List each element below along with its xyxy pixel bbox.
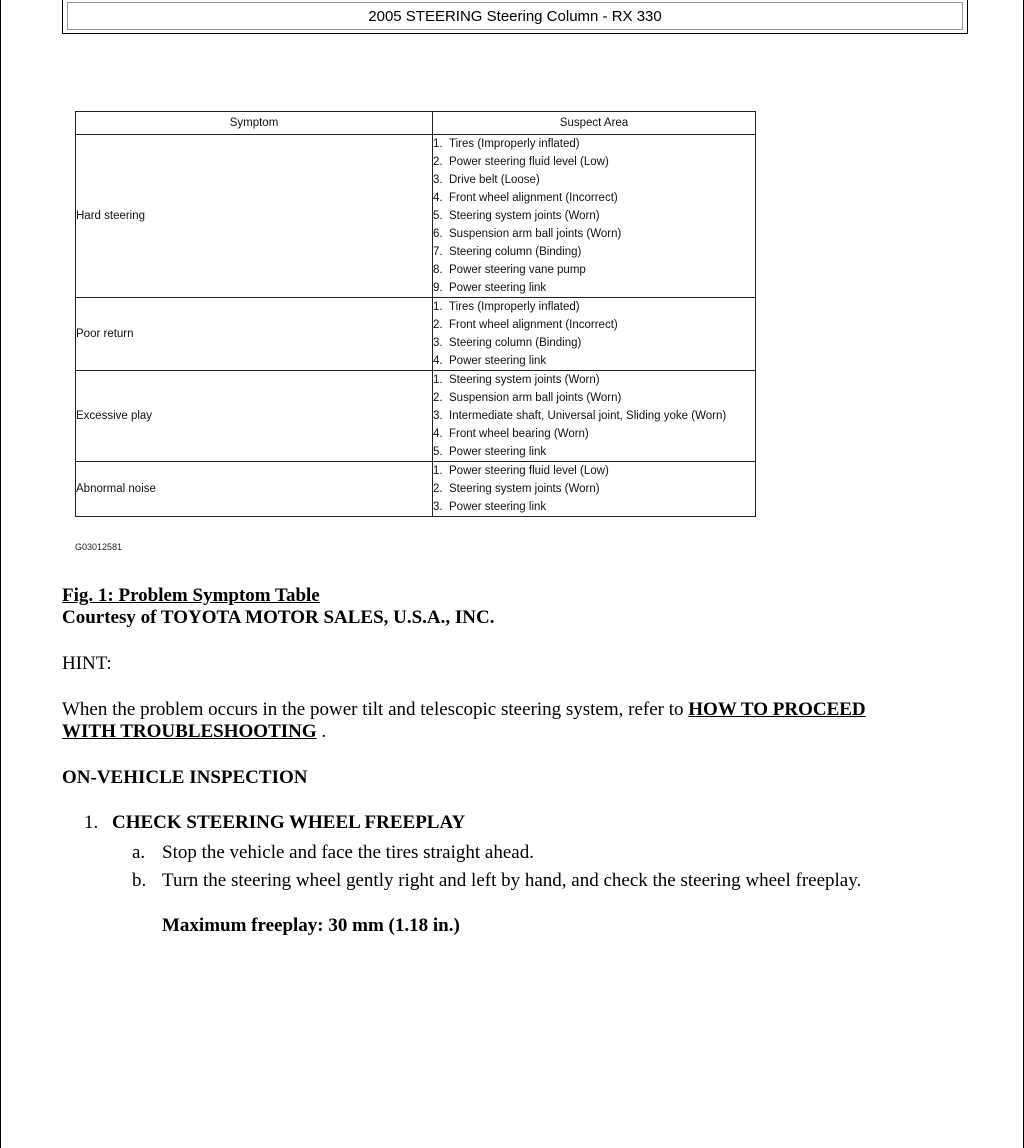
- list-item: 2. Power steering fluid level (Low): [433, 156, 609, 168]
- list-item: 8. Power steering vane pump: [433, 264, 586, 276]
- list-item: 5. Power steering link: [433, 446, 547, 458]
- list-item: 3. Drive belt (Loose): [433, 174, 540, 186]
- suspect-area-cell: [433, 462, 756, 517]
- list-item: 5. Steering system joints (Worn): [433, 210, 600, 222]
- suspect-area-list: [433, 298, 755, 370]
- section-title: ON-VEHICLE INSPECTION: [62, 767, 308, 788]
- figure-caption: Fig. 1: Problem Symptom Table: [62, 585, 320, 606]
- list-item: 4. Front wheel alignment (Incorrect): [433, 192, 618, 204]
- list-item: 2. Front wheel alignment (Incorrect): [433, 319, 618, 331]
- symptom-cell: Excessive play: [76, 371, 433, 462]
- table-row: [76, 298, 756, 371]
- suspect-area-list: [433, 135, 755, 297]
- symptom-cell: Poor return: [76, 298, 433, 371]
- document-title: 2005 STEERING Steering Column - RX 330: [67, 2, 963, 30]
- substep-a-text: Stop the vehicle and face the tires straight ahead.: [162, 842, 534, 863]
- suspect-area-cell: [433, 135, 756, 298]
- table-row: [76, 462, 756, 517]
- table-row: [76, 135, 756, 298]
- figure-code: G03012581: [75, 542, 123, 552]
- freeplay-spec: Maximum freeplay: 30 mm (1.18 in.): [162, 915, 460, 936]
- list-item: 1. Tires (Improperly inflated): [433, 301, 580, 313]
- list-item: 2. Suspension arm ball joints (Worn): [433, 392, 622, 404]
- suspect-area-list: [433, 462, 755, 516]
- list-item: 4. Power steering link: [433, 355, 547, 367]
- step-title: CHECK STEERING WHEEL FREEPLAY: [112, 812, 466, 833]
- document-header: [62, 0, 968, 34]
- hint-paragraph: [62, 699, 942, 743]
- substep-b-text: Turn the steering wheel gently right and left by hand, and check the steering wheel freeplay.: [162, 870, 862, 891]
- list-item: 3. Steering column (Binding): [433, 337, 582, 349]
- suspect-area-list: [433, 371, 755, 461]
- step-number: 1.: [84, 812, 99, 833]
- hint-text: When the problem occurs in the power tilt and telescopic steering system, refer to: [62, 699, 689, 720]
- table-header-row: [76, 112, 756, 135]
- hint-label: HINT:: [62, 653, 112, 674]
- list-item: 1. Tires (Improperly inflated): [433, 138, 580, 150]
- symptom-cell: Abnormal noise: [76, 462, 433, 517]
- list-item: 1. Steering system joints (Worn): [433, 374, 600, 386]
- list-item: 3. Intermediate shaft, Universal joint, Sliding yoke (Worn): [433, 410, 727, 422]
- page-border-left: [0, 0, 1, 1148]
- list-item: 2. Steering system joints (Worn): [433, 483, 600, 495]
- suspect-area-cell: [433, 298, 756, 371]
- figure-courtesy: Courtesy of TOYOTA MOTOR SALES, U.S.A., INC.: [62, 607, 495, 628]
- list-item: 7. Steering column (Binding): [433, 246, 582, 258]
- list-item: 6. Suspension arm ball joints (Worn): [433, 228, 622, 240]
- list-item: 9. Power steering link: [433, 282, 547, 294]
- symptom-cell: Hard steering: [76, 135, 433, 298]
- list-item: 1. Power steering fluid level (Low): [433, 465, 609, 477]
- list-item: 3. Power steering link: [433, 501, 547, 513]
- suspect-area-cell: [433, 371, 756, 462]
- table-row: [76, 371, 756, 462]
- column-header-suspect-area: Suspect Area: [433, 112, 756, 135]
- hint-suffix: .: [316, 721, 327, 742]
- substep-a-label: a.: [132, 842, 146, 863]
- list-item: 4. Front wheel bearing (Worn): [433, 428, 589, 440]
- substep-b-label: b.: [132, 870, 147, 891]
- troubleshooting-link[interactable]: HOW TO PROCEED WITH TROUBLESHOOTING: [62, 699, 866, 742]
- column-header-symptom: Symptom: [76, 112, 433, 135]
- problem-symptom-table: [75, 111, 756, 517]
